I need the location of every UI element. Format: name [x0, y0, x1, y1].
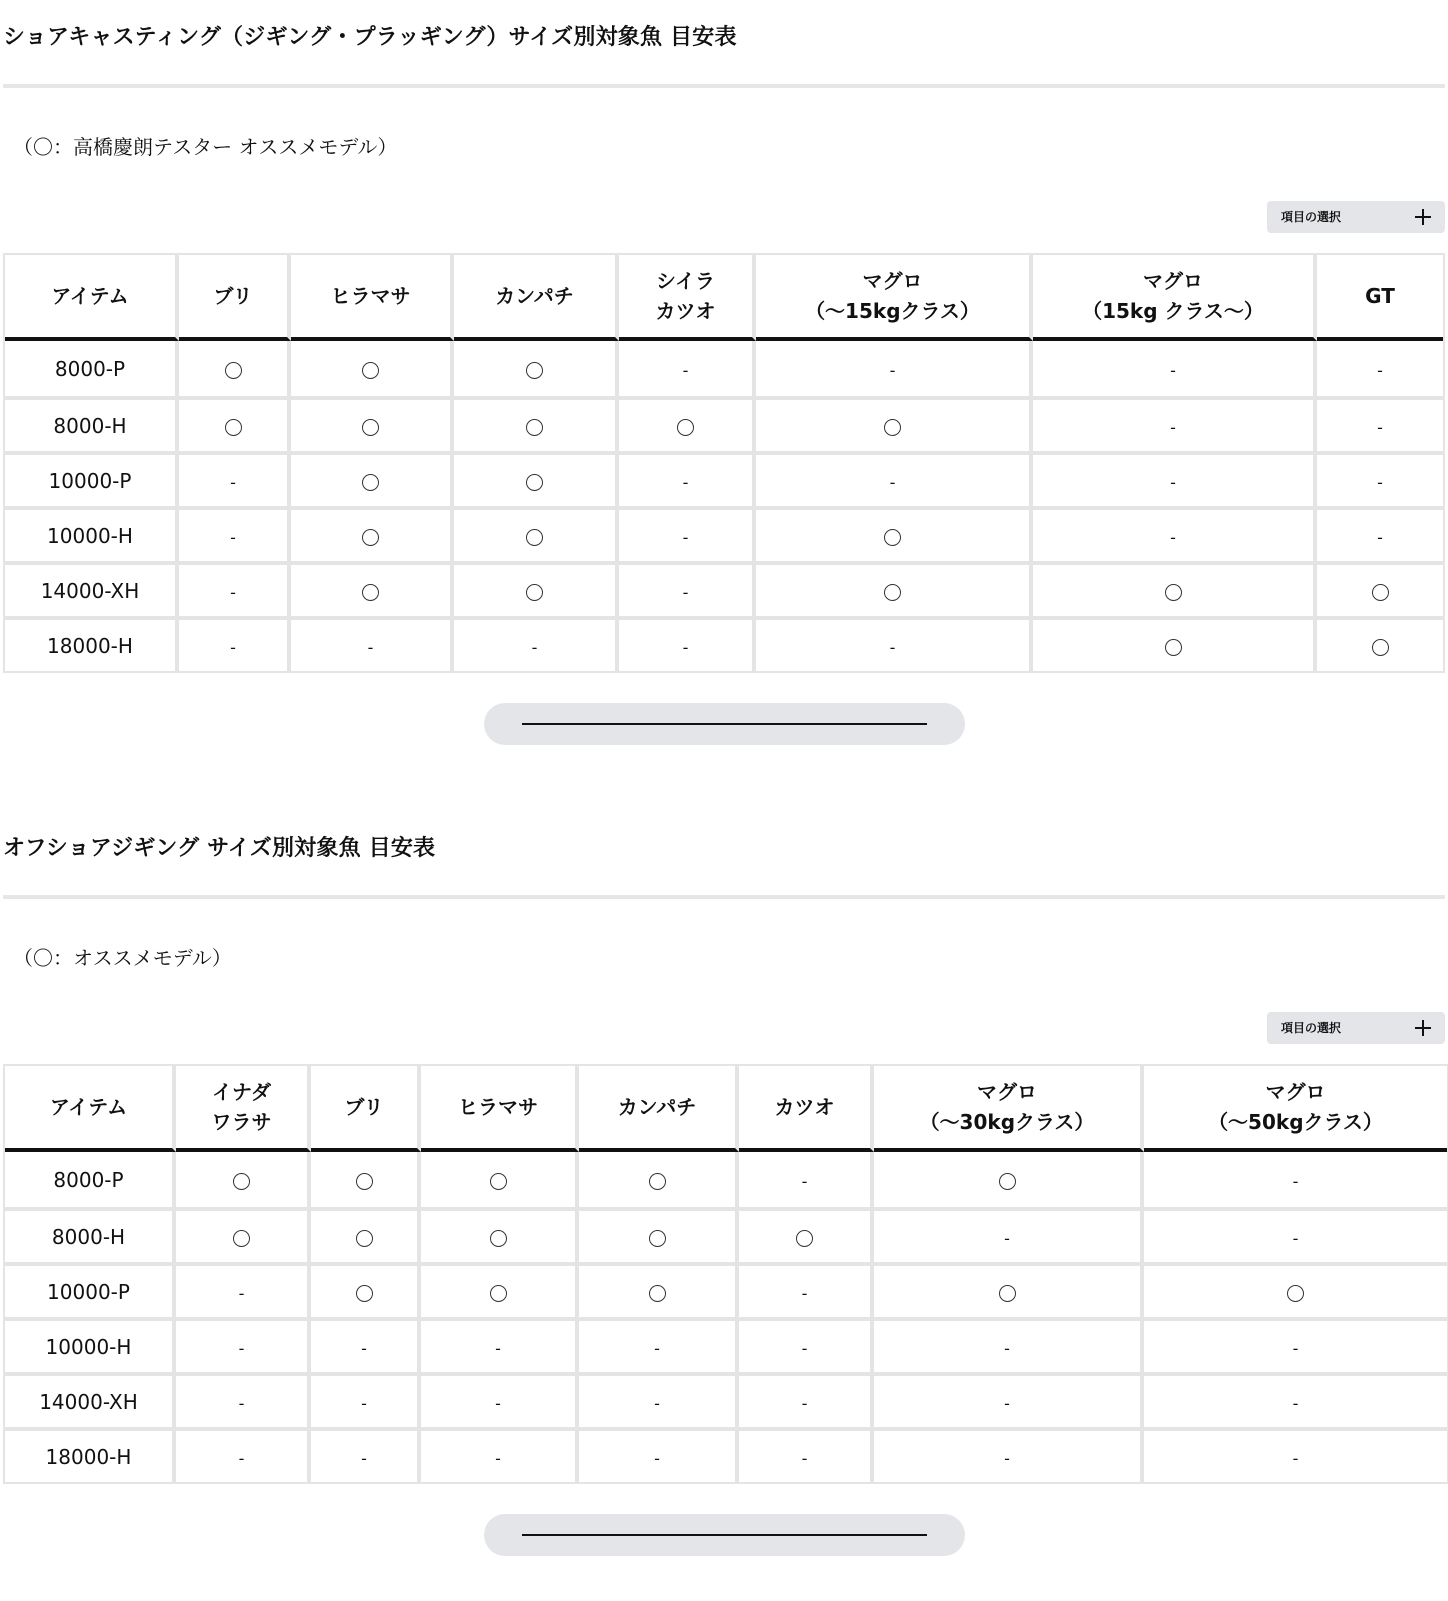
circle-icon: [526, 474, 543, 491]
not-applicable-cell: [579, 1427, 739, 1482]
column-header: カンパチ: [454, 255, 619, 341]
circle-icon: [362, 474, 379, 491]
dash-text: -: [682, 527, 689, 547]
not-applicable-cell: [176, 1427, 311, 1482]
circle-icon: [649, 1173, 666, 1190]
not-applicable-cell: [739, 1372, 874, 1427]
recommended-cell: [311, 1262, 421, 1317]
recommended-cell: [1033, 616, 1317, 671]
dash-text: -: [889, 472, 896, 492]
divider: [3, 895, 1445, 899]
recommended-cell: [756, 561, 1033, 616]
not-applicable-cell: [311, 1317, 421, 1372]
model-name-cell: 14000-XH: [5, 561, 179, 616]
dash-text: -: [1377, 417, 1383, 437]
table-row: [5, 396, 1443, 451]
column-header: ヒラマサ: [421, 1066, 579, 1152]
not-applicable-cell: [874, 1427, 1144, 1482]
plus-icon: [1413, 207, 1433, 227]
recommended-cell: [454, 396, 619, 451]
circle-icon: [649, 1285, 666, 1302]
dash-text: -: [654, 1448, 660, 1468]
dash-text: -: [1292, 1338, 1299, 1358]
not-applicable-cell: [179, 451, 291, 506]
circle-icon: [526, 362, 543, 379]
scrollbar-thumb[interactable]: [522, 723, 927, 725]
circle-icon: [1165, 639, 1182, 656]
dash-text: -: [1377, 472, 1383, 492]
not-applicable-cell: [1144, 1152, 1447, 1207]
not-applicable-cell: [874, 1317, 1144, 1372]
table-row: [5, 1152, 1447, 1207]
not-applicable-cell: [421, 1372, 579, 1427]
column-header: カンパチ: [579, 1066, 739, 1152]
table-row: [5, 451, 1443, 506]
not-applicable-cell: [739, 1152, 874, 1207]
recommended-cell: [756, 506, 1033, 561]
circle-icon: [999, 1173, 1016, 1190]
dash-text: -: [238, 1393, 245, 1413]
target-fish-table: [3, 1064, 1448, 1484]
scrollbar-thumb[interactable]: [522, 1534, 927, 1536]
dash-text: -: [1170, 360, 1176, 380]
table-row: [5, 1372, 1447, 1427]
not-applicable-cell: [579, 1317, 739, 1372]
not-applicable-cell: [1317, 506, 1443, 561]
dash-text: -: [230, 472, 236, 492]
dash-text: -: [1292, 1393, 1299, 1413]
dash-text: -: [230, 637, 236, 657]
dash-text: -: [801, 1393, 808, 1413]
recommended-cell: [579, 1207, 739, 1262]
not-applicable-cell: [1317, 396, 1443, 451]
not-applicable-cell: [619, 341, 756, 396]
model-name-cell: 14000-XH: [5, 1372, 176, 1427]
recommended-cell: [291, 396, 454, 451]
not-applicable-cell: [739, 1317, 874, 1372]
column-header: アイテム: [5, 255, 179, 341]
dash-text: -: [682, 637, 689, 657]
not-applicable-cell: [454, 616, 619, 671]
circle-icon: [356, 1230, 373, 1247]
recommended-cell: [311, 1207, 421, 1262]
section-title: ショアキャスティング（ジギング・プラッギング）サイズ別対象魚 目安表: [3, 25, 737, 50]
column-header: マグロ （〜50kgクラス）: [1144, 1066, 1447, 1152]
dash-text: -: [1377, 527, 1383, 547]
table-row: [5, 1427, 1447, 1482]
not-applicable-cell: [311, 1427, 421, 1482]
dash-text: -: [367, 637, 374, 657]
not-applicable-cell: [739, 1427, 874, 1482]
column-header: マグロ （〜15kgクラス）: [756, 255, 1033, 341]
dash-text: -: [361, 1338, 367, 1358]
model-name-cell: 18000-H: [5, 616, 179, 671]
dash-text: -: [682, 360, 689, 380]
not-applicable-cell: [1317, 341, 1443, 396]
not-applicable-cell: [874, 1207, 1144, 1262]
model-name-cell: 18000-H: [5, 1427, 176, 1482]
not-applicable-cell: [176, 1317, 311, 1372]
column-header: イナダ ワラサ: [176, 1066, 311, 1152]
dash-text: -: [801, 1283, 808, 1303]
recommended-cell: [291, 506, 454, 561]
circle-icon: [526, 419, 543, 436]
circle-icon: [796, 1230, 813, 1247]
model-name-cell: 10000-H: [5, 1317, 176, 1372]
not-applicable-cell: [176, 1262, 311, 1317]
dash-text: -: [1004, 1338, 1010, 1358]
table-row: [5, 1207, 1447, 1262]
not-applicable-cell: [1144, 1317, 1447, 1372]
column-header: ブリ: [179, 255, 291, 341]
circle-icon: [356, 1285, 373, 1302]
recommended-cell: [874, 1152, 1144, 1207]
dash-text: -: [682, 472, 689, 492]
not-applicable-cell: [421, 1427, 579, 1482]
dash-text: -: [1377, 360, 1383, 380]
not-applicable-cell: [311, 1372, 421, 1427]
circle-icon: [490, 1230, 507, 1247]
not-applicable-cell: [1144, 1372, 1447, 1427]
circle-icon: [526, 529, 543, 546]
recommended-cell: [421, 1262, 579, 1317]
not-applicable-cell: [756, 616, 1033, 671]
model-name-cell: 10000-H: [5, 506, 179, 561]
header-row: [5, 1066, 1447, 1152]
column-select-button[interactable]: [1267, 201, 1445, 233]
column-header: ヒラマサ: [291, 255, 454, 341]
circle-icon: [999, 1285, 1016, 1302]
not-applicable-cell: [756, 451, 1033, 506]
dash-text: -: [801, 1448, 808, 1468]
recommended-cell: [291, 561, 454, 616]
table-row: [5, 1317, 1447, 1372]
dash-text: -: [361, 1448, 367, 1468]
recommended-cell: [454, 451, 619, 506]
recommended-cell: [291, 451, 454, 506]
dash-text: -: [230, 527, 236, 547]
circle-icon: [233, 1173, 250, 1190]
recommended-cell: [579, 1262, 739, 1317]
model-name-cell: 10000-P: [5, 451, 179, 506]
model-name-cell: 8000-P: [5, 1152, 176, 1207]
recommended-cell: [179, 396, 291, 451]
dash-text: -: [238, 1448, 245, 1468]
circle-icon: [884, 529, 901, 546]
dash-text: -: [889, 637, 896, 657]
dash-text: -: [1004, 1393, 1010, 1413]
dash-text: -: [801, 1338, 808, 1358]
circle-icon: [1165, 584, 1182, 601]
dash-text: -: [1170, 417, 1176, 437]
dash-text: -: [238, 1283, 245, 1303]
not-applicable-cell: [1033, 506, 1317, 561]
column-header: GT: [1317, 255, 1443, 341]
recommended-cell: [454, 341, 619, 396]
column-select-label: 項目の選択: [1281, 1021, 1342, 1035]
dash-text: -: [495, 1393, 501, 1413]
circle-icon: [1372, 584, 1389, 601]
dash-text: -: [1292, 1448, 1299, 1468]
not-applicable-cell: [176, 1372, 311, 1427]
circle-icon: [490, 1173, 507, 1190]
recommended-cell: [421, 1152, 579, 1207]
recommended-cell: [1033, 561, 1317, 616]
circle-icon: [225, 362, 242, 379]
column-header: マグロ （15kg クラス〜）: [1033, 255, 1317, 341]
not-applicable-cell: [421, 1317, 579, 1372]
not-applicable-cell: [179, 616, 291, 671]
table-row: [5, 561, 1443, 616]
table-row: [5, 616, 1443, 671]
dash-text: -: [1004, 1228, 1010, 1248]
dash-text: -: [238, 1338, 245, 1358]
circle-icon: [233, 1230, 250, 1247]
recommended-cell: [454, 561, 619, 616]
circle-icon: [649, 1230, 666, 1247]
circle-icon: [362, 584, 379, 601]
recommended-cell: [291, 341, 454, 396]
circle-icon: [1372, 639, 1389, 656]
not-applicable-cell: [619, 561, 756, 616]
not-applicable-cell: [619, 616, 756, 671]
circle-icon: [362, 362, 379, 379]
dash-text: -: [495, 1338, 501, 1358]
model-name-cell: 8000-H: [5, 1207, 176, 1262]
column-header: シイラ カツオ: [619, 255, 756, 341]
recommended-cell: [176, 1207, 311, 1262]
header-row: [5, 255, 1443, 341]
circle-icon: [884, 584, 901, 601]
not-applicable-cell: [619, 506, 756, 561]
dash-text: -: [230, 582, 236, 602]
circle-icon: [526, 584, 543, 601]
column-header: マグロ （〜30kgクラス）: [874, 1066, 1144, 1152]
dash-text: -: [495, 1448, 501, 1468]
section-title: オフショアジギング サイズ別対象魚 目安表: [3, 836, 436, 861]
dash-text: -: [1292, 1171, 1299, 1191]
recommended-cell: [579, 1152, 739, 1207]
recommended-cell: [1317, 616, 1443, 671]
target-fish-table: [3, 253, 1445, 673]
dash-text: -: [1170, 527, 1176, 547]
not-applicable-cell: [1033, 341, 1317, 396]
recommended-cell: [454, 506, 619, 561]
column-header: ブリ: [311, 1066, 421, 1152]
not-applicable-cell: [1033, 451, 1317, 506]
horizontal-scrollbar[interactable]: [484, 1514, 965, 1556]
not-applicable-cell: [756, 341, 1033, 396]
table-row: [5, 1262, 1447, 1317]
recommended-cell: [1317, 561, 1443, 616]
not-applicable-cell: [179, 561, 291, 616]
recommended-cell: [619, 396, 756, 451]
plus-icon: [1413, 1018, 1433, 1038]
dash-text: -: [654, 1338, 660, 1358]
recommendation-note: （〇：高橋慶朗テスター オススメモデル）: [13, 135, 398, 159]
circle-icon: [225, 419, 242, 436]
not-applicable-cell: [1144, 1207, 1447, 1262]
circle-icon: [362, 419, 379, 436]
recommended-cell: [176, 1152, 311, 1207]
dash-text: -: [1292, 1228, 1299, 1248]
recommended-cell: [421, 1207, 579, 1262]
recommendation-note: （〇：オススメモデル）: [13, 946, 232, 970]
table-row: [5, 341, 1443, 396]
recommended-cell: [1144, 1262, 1447, 1317]
dash-text: -: [361, 1393, 367, 1413]
not-applicable-cell: [739, 1262, 874, 1317]
dash-text: -: [801, 1171, 808, 1191]
dash-text: -: [1170, 472, 1176, 492]
column-select-label: 項目の選択: [1281, 210, 1342, 224]
column-select-button[interactable]: [1267, 1012, 1445, 1044]
circle-icon: [356, 1173, 373, 1190]
recommended-cell: [739, 1207, 874, 1262]
model-name-cell: 8000-P: [5, 341, 179, 396]
circle-icon: [1287, 1285, 1304, 1302]
dash-text: -: [531, 637, 538, 657]
column-header: カツオ: [739, 1066, 874, 1152]
horizontal-scrollbar[interactable]: [484, 703, 965, 745]
not-applicable-cell: [1317, 451, 1443, 506]
recommended-cell: [756, 396, 1033, 451]
not-applicable-cell: [291, 616, 454, 671]
model-name-cell: 10000-P: [5, 1262, 176, 1317]
divider: [3, 84, 1445, 88]
dash-text: -: [654, 1393, 660, 1413]
not-applicable-cell: [874, 1372, 1144, 1427]
dash-text: -: [682, 582, 689, 602]
not-applicable-cell: [179, 506, 291, 561]
column-header: アイテム: [5, 1066, 176, 1152]
circle-icon: [884, 419, 901, 436]
model-name-cell: 8000-H: [5, 396, 179, 451]
circle-icon: [362, 529, 379, 546]
table-row: [5, 506, 1443, 561]
circle-icon: [490, 1285, 507, 1302]
dash-text: -: [889, 360, 896, 380]
not-applicable-cell: [579, 1372, 739, 1427]
circle-icon: [677, 419, 694, 436]
dash-text: -: [1004, 1448, 1010, 1468]
recommended-cell: [179, 341, 291, 396]
not-applicable-cell: [1033, 396, 1317, 451]
recommended-cell: [311, 1152, 421, 1207]
not-applicable-cell: [619, 451, 756, 506]
not-applicable-cell: [1144, 1427, 1447, 1482]
recommended-cell: [874, 1262, 1144, 1317]
